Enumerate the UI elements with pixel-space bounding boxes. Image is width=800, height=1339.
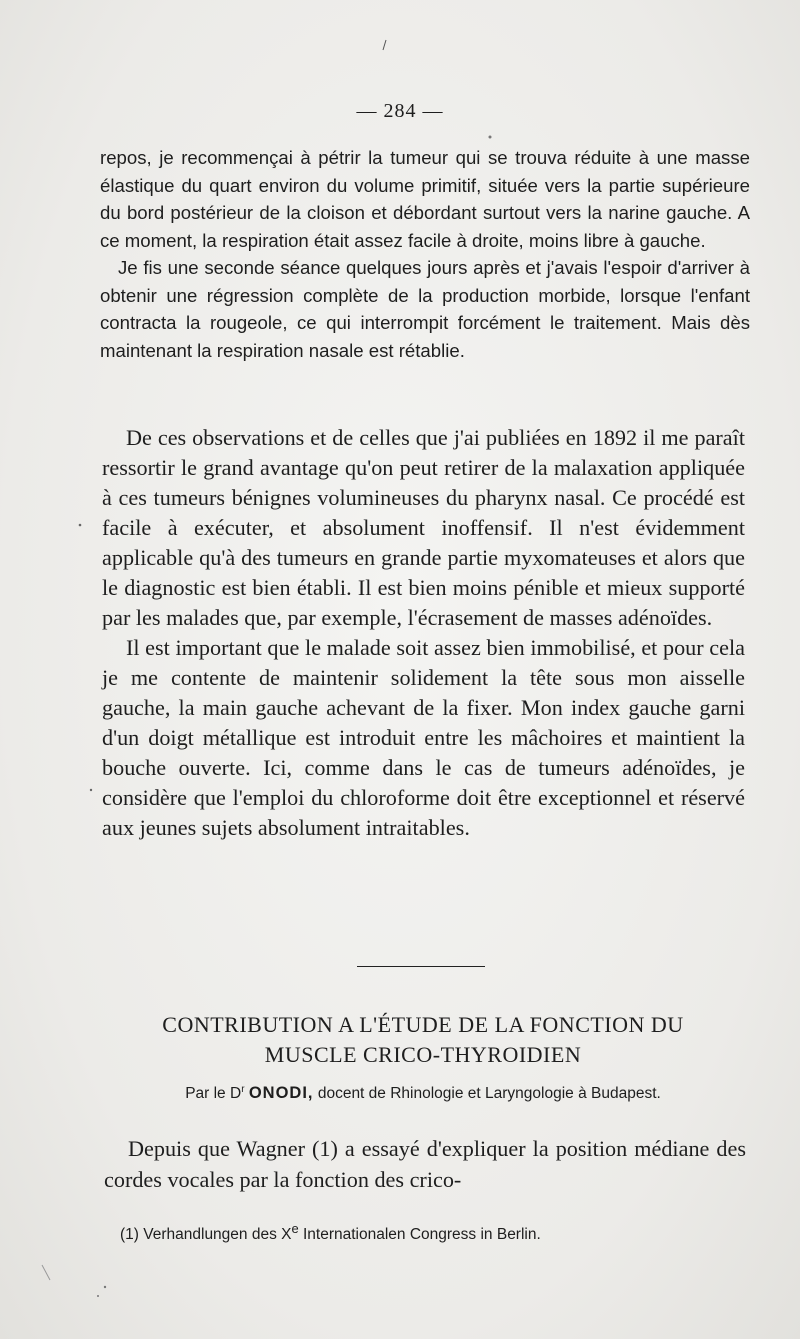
author-sup: r: [241, 1084, 245, 1095]
section-title: [100, 1010, 746, 1070]
paragraph: repos, je recommençai à pétrir la tumeur qui se trouva réduite à une masse élastique du quart environ du volume primitif, située vers la partie supérieure du bord postérieur de la cloison et débordant surtout vers la narine gauche. A ce moment, la respiration était assez facile à droite, moins libre à gauche.: [100, 147, 750, 251]
page-number: — 284 —: [356, 100, 444, 122]
footnote-rest: Internationalen Congress in Berlin.: [298, 1226, 541, 1244]
section-title-line: MUSCLE CRICO-THYROIDIEN: [264, 1042, 582, 1067]
conclusion-paragraphs: [102, 423, 745, 843]
paragraph: Depuis que Wagner (1) a essayé d'expliquer la position médiane des cordes vocales par la fonction des crico-: [104, 1136, 746, 1192]
author-line: [100, 1084, 746, 1103]
footnote: [120, 1221, 720, 1244]
section-divider: [357, 966, 485, 967]
article-body: [104, 1133, 746, 1195]
paragraph: Je fis une seconde séance quelques jours après et j'avais l'espoir d'arriver à obtenir une régression complète de la production morbide, lorsque l'enfant contracta la rougeole, ce qui interrompit forcément le traitement. Mais dès maintenant la respiration nasale est rétablie.: [100, 257, 750, 361]
case-report-paragraphs: [100, 144, 750, 364]
author-prefix: Par le D: [185, 1085, 242, 1103]
section-title-line: CONTRIBUTION A L'ÉTUDE DE LA FONCTION DU: [162, 1012, 684, 1037]
footnote-text: (1) Verhandlungen des X: [120, 1226, 292, 1244]
paragraph: Il est important que le malade soit assez bien immobilisé, et pour cela je me contente de maintenir solidement la tête sous mon aisselle gauche, la main gauche achevant de la fixer. Mon index gauche garni d'un doigt métallique est introduit entre les mâchoires et maintient la bouche ouverte. Ici, comme dans le cas de tumeurs adénoïdes, je considère que l'emploi du chloroforme doit être exceptionnel et réservé aux jeunes sujets absolument intraitables.: [102, 635, 745, 840]
author-name: ONODI,: [248, 1084, 314, 1103]
footnote-sup: e: [291, 1221, 299, 1236]
paragraph: De ces observations et de celles que j'ai publiées en 1892 il me paraît ressortir le grand avantage qu'on peut retirer de la malaxation appliquée à ces tumeurs bénignes volumineuses du pharynx nasal. Ce procédé est facile à exécuter, et absolument inoffensif. Il n'est évidemment applicable qu'à des tumeurs en grande partie myxomateuses et alors que le diagnostic est bien établi. Il est bien moins pénible et mieux supporté par les malades que, par exemple, l'écrasement de masses adénoïdes.: [102, 425, 745, 630]
author-affiliation: docent de Rhinologie et Laryngologie à Budapest.: [317, 1085, 661, 1103]
